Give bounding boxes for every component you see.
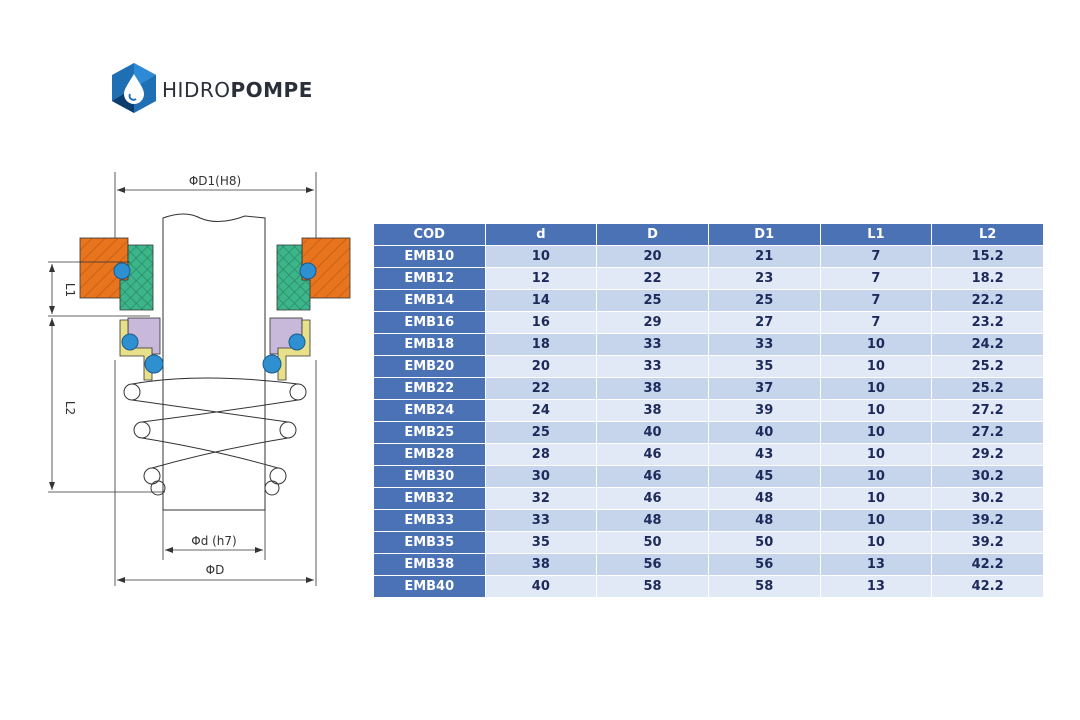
cell-l1: 10 bbox=[820, 400, 932, 422]
cell-l1: 7 bbox=[820, 290, 932, 312]
cell-l2: 29.2 bbox=[932, 444, 1044, 466]
cell-d1: 35 bbox=[708, 356, 820, 378]
cell-d1: 40 bbox=[708, 422, 820, 444]
cell-cod: EMB16 bbox=[374, 312, 485, 334]
cell-l2: 42.2 bbox=[932, 576, 1044, 598]
brand-name-light: HIDRO bbox=[162, 78, 231, 102]
table-row bbox=[374, 576, 1044, 598]
cell-cod: EMB14 bbox=[374, 290, 485, 312]
cell-d: 10 bbox=[485, 246, 597, 268]
cell-l1: 7 bbox=[820, 246, 932, 268]
cell-d1: 25 bbox=[708, 290, 820, 312]
cell-d1: 37 bbox=[708, 378, 820, 400]
brand-logo bbox=[110, 62, 330, 116]
cell-cod: EMB25 bbox=[374, 422, 485, 444]
cell-l2: 39.2 bbox=[932, 510, 1044, 532]
cell-d1: 23 bbox=[708, 268, 820, 290]
cell-d: 24 bbox=[485, 400, 597, 422]
cell-cod: EMB38 bbox=[374, 554, 485, 576]
table-row bbox=[374, 312, 1044, 334]
table-row bbox=[374, 466, 1044, 488]
column-header-d: d bbox=[485, 224, 597, 246]
cell-D: 56 bbox=[597, 554, 709, 576]
cell-d: 30 bbox=[485, 466, 597, 488]
cell-d: 33 bbox=[485, 510, 597, 532]
table-row bbox=[374, 290, 1044, 312]
table-header-row bbox=[374, 224, 1044, 246]
cell-l1: 13 bbox=[820, 554, 932, 576]
dimension-label-l2: L2 bbox=[63, 400, 77, 416]
table-row bbox=[374, 444, 1044, 466]
cell-D: 20 bbox=[597, 246, 709, 268]
table-row bbox=[374, 488, 1044, 510]
cell-cod: EMB32 bbox=[374, 488, 485, 510]
cell-cod: EMB20 bbox=[374, 356, 485, 378]
cell-D: 48 bbox=[597, 510, 709, 532]
cell-cod: EMB35 bbox=[374, 532, 485, 554]
cell-D: 29 bbox=[597, 312, 709, 334]
column-header-d1: D1 bbox=[708, 224, 820, 246]
table-row bbox=[374, 356, 1044, 378]
cell-l1: 10 bbox=[820, 488, 932, 510]
cell-cod: EMB18 bbox=[374, 334, 485, 356]
cell-l1: 10 bbox=[820, 510, 932, 532]
cell-D: 38 bbox=[597, 378, 709, 400]
cell-D: 58 bbox=[597, 576, 709, 598]
oring-icon bbox=[300, 263, 316, 279]
cell-l1: 10 bbox=[820, 466, 932, 488]
cell-d1: 56 bbox=[708, 554, 820, 576]
dimension-label-d1: ΦD1(H8) bbox=[188, 174, 242, 188]
cell-l2: 30.2 bbox=[932, 488, 1044, 510]
brand-name-bold: POMPE bbox=[230, 78, 313, 102]
cell-D: 33 bbox=[597, 334, 709, 356]
cell-l2: 42.2 bbox=[932, 554, 1044, 576]
cell-d1: 27 bbox=[708, 312, 820, 334]
table-row bbox=[374, 378, 1044, 400]
cell-l2: 27.2 bbox=[932, 422, 1044, 444]
cell-d: 20 bbox=[485, 356, 597, 378]
column-header-l1: L1 bbox=[820, 224, 932, 246]
cell-d1: 33 bbox=[708, 334, 820, 356]
table-row bbox=[374, 532, 1044, 554]
cell-d1: 21 bbox=[708, 246, 820, 268]
cell-D: 46 bbox=[597, 444, 709, 466]
cell-l2: 23.2 bbox=[932, 312, 1044, 334]
seal-dimension-table bbox=[374, 224, 1044, 598]
column-header-cod: COD bbox=[374, 224, 485, 246]
cell-cod: EMB33 bbox=[374, 510, 485, 532]
cell-l1: 10 bbox=[820, 334, 932, 356]
cell-l2: 30.2 bbox=[932, 466, 1044, 488]
cell-l1: 7 bbox=[820, 268, 932, 290]
cell-d: 35 bbox=[485, 532, 597, 554]
cell-d1: 48 bbox=[708, 488, 820, 510]
cell-D: 22 bbox=[597, 268, 709, 290]
cell-d1: 58 bbox=[708, 576, 820, 598]
cell-d1: 45 bbox=[708, 466, 820, 488]
brand-name bbox=[162, 78, 313, 102]
dimension-label-D: ΦD bbox=[205, 563, 225, 577]
cell-d: 25 bbox=[485, 422, 597, 444]
cell-l2: 27.2 bbox=[932, 400, 1044, 422]
cell-d1: 50 bbox=[708, 532, 820, 554]
cell-cod: EMB40 bbox=[374, 576, 485, 598]
cell-d1: 48 bbox=[708, 510, 820, 532]
table-row bbox=[374, 268, 1044, 290]
table-row bbox=[374, 510, 1044, 532]
table-row bbox=[374, 246, 1044, 268]
table-row bbox=[374, 400, 1044, 422]
cell-l2: 25.2 bbox=[932, 356, 1044, 378]
cell-l2: 24.2 bbox=[932, 334, 1044, 356]
dimension-label-d: Φd (h7) bbox=[191, 534, 237, 548]
cell-l2: 15.2 bbox=[932, 246, 1044, 268]
cell-D: 46 bbox=[597, 466, 709, 488]
cell-d: 40 bbox=[485, 576, 597, 598]
cell-l1: 10 bbox=[820, 356, 932, 378]
cell-d: 16 bbox=[485, 312, 597, 334]
cell-D: 40 bbox=[597, 422, 709, 444]
cell-d: 18 bbox=[485, 334, 597, 356]
cell-l1: 13 bbox=[820, 576, 932, 598]
cell-cod: EMB28 bbox=[374, 444, 485, 466]
cell-l1: 10 bbox=[820, 422, 932, 444]
column-header-l2: L2 bbox=[932, 224, 1044, 246]
dimension-label-l1: L1 bbox=[63, 282, 77, 298]
cell-cod: EMB10 bbox=[374, 246, 485, 268]
cell-d1: 39 bbox=[708, 400, 820, 422]
cell-D: 33 bbox=[597, 356, 709, 378]
column-header-D: D bbox=[597, 224, 709, 246]
cell-d: 32 bbox=[485, 488, 597, 510]
cell-d: 28 bbox=[485, 444, 597, 466]
cell-cod: EMB30 bbox=[374, 466, 485, 488]
cell-l1: 10 bbox=[820, 378, 932, 400]
seal-cross-section-drawing bbox=[40, 150, 370, 600]
cell-d1: 43 bbox=[708, 444, 820, 466]
cell-l2: 18.2 bbox=[932, 268, 1044, 290]
cell-d: 22 bbox=[485, 378, 597, 400]
cell-l2: 25.2 bbox=[932, 378, 1044, 400]
cell-cod: EMB24 bbox=[374, 400, 485, 422]
cell-D: 50 bbox=[597, 532, 709, 554]
cell-l1: 10 bbox=[820, 444, 932, 466]
cell-cod: EMB22 bbox=[374, 378, 485, 400]
cell-l1: 10 bbox=[820, 532, 932, 554]
cell-d: 14 bbox=[485, 290, 597, 312]
hexagon-drop-icon bbox=[110, 62, 158, 114]
table-row bbox=[374, 422, 1044, 444]
cell-cod: EMB12 bbox=[374, 268, 485, 290]
oring-icon bbox=[114, 263, 130, 279]
cell-l2: 22.2 bbox=[932, 290, 1044, 312]
cell-D: 46 bbox=[597, 488, 709, 510]
cell-d: 12 bbox=[485, 268, 597, 290]
cell-D: 38 bbox=[597, 400, 709, 422]
table-row bbox=[374, 334, 1044, 356]
cell-l1: 7 bbox=[820, 312, 932, 334]
table-row bbox=[374, 554, 1044, 576]
cell-D: 25 bbox=[597, 290, 709, 312]
cell-l2: 39.2 bbox=[932, 532, 1044, 554]
cell-d: 38 bbox=[485, 554, 597, 576]
